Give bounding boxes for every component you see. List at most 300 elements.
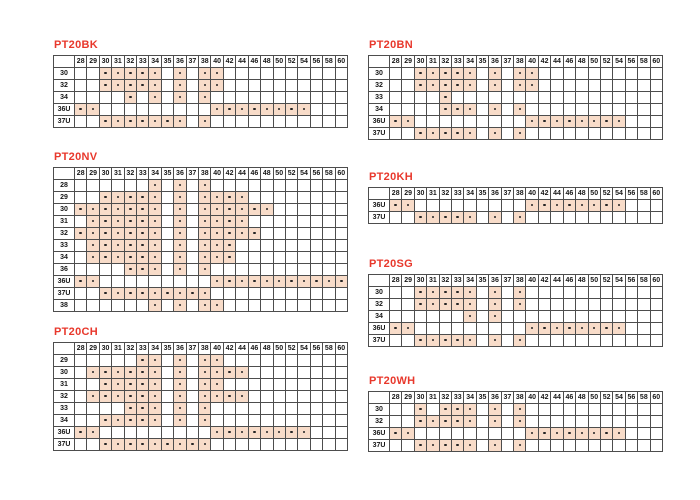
size-cell [261, 240, 273, 252]
size-cell [489, 335, 501, 347]
size-cell [489, 299, 501, 311]
size-cell [87, 240, 99, 252]
size-cell [514, 299, 526, 311]
size-cell [99, 116, 111, 128]
size-cell [236, 379, 248, 391]
waist-size-header: 58 [638, 188, 650, 200]
size-cell [137, 288, 149, 300]
availability-dot-icon [179, 208, 182, 211]
availability-dot-icon [531, 72, 534, 75]
availability-dot-icon [543, 432, 546, 435]
size-cell [310, 439, 322, 451]
size-cell [551, 200, 563, 212]
availability-dot-icon [432, 84, 435, 87]
size-cell [514, 287, 526, 299]
availability-dot-icon [154, 292, 157, 295]
right-column [368, 40, 663, 500]
size-cell [588, 116, 600, 128]
size-cell [161, 116, 173, 128]
waist-size-header: 33 [137, 168, 149, 180]
waist-size-header: 40 [526, 392, 538, 404]
waist-size-header: 35 [161, 343, 173, 355]
size-cell [464, 68, 476, 80]
size-cell [464, 116, 476, 128]
size-cell [285, 300, 297, 312]
size-cell [99, 403, 111, 415]
size-cell [452, 212, 464, 224]
size-cell [310, 80, 322, 92]
availability-dot-icon [432, 72, 435, 75]
size-cell [613, 311, 625, 323]
size-cell [211, 80, 223, 92]
waist-size-header: 34 [464, 392, 476, 404]
size-cell [390, 200, 402, 212]
size-cell [248, 216, 260, 228]
length-label: 34 [54, 415, 75, 427]
size-cell [161, 439, 173, 451]
availability-dot-icon [278, 280, 281, 283]
waist-size-header: 37 [501, 188, 513, 200]
size-cell [650, 299, 662, 311]
size-cell [174, 439, 186, 451]
size-cell [298, 264, 310, 276]
size-cell [501, 80, 513, 92]
size-cell [390, 104, 402, 116]
availability-dot-icon [79, 208, 82, 211]
availability-dot-icon [154, 359, 157, 362]
availability-dot-icon [129, 232, 132, 235]
size-cell [625, 404, 637, 416]
size-cell [501, 323, 513, 335]
size-cell [248, 415, 260, 427]
size-cell [137, 415, 149, 427]
size-cell [124, 92, 136, 104]
size-cell [273, 180, 285, 192]
availability-dot-icon [456, 108, 459, 111]
size-cell [501, 68, 513, 80]
size-cell [625, 287, 637, 299]
availability-dot-icon [266, 280, 269, 283]
size-cell [186, 379, 198, 391]
length-label: 36U [369, 116, 390, 128]
availability-dot-icon [179, 371, 182, 374]
size-cell [476, 116, 488, 128]
size-cell [124, 116, 136, 128]
waist-size-header: 60 [335, 168, 347, 180]
size-cell [87, 252, 99, 264]
waist-size-header: 29 [87, 56, 99, 68]
size-cell [638, 440, 650, 452]
size-cell [298, 403, 310, 415]
size-cell [285, 379, 297, 391]
size-cell [464, 311, 476, 323]
size-cell [439, 68, 451, 80]
size-cell [211, 116, 223, 128]
size-cell [236, 264, 248, 276]
size-cell [223, 252, 235, 264]
size-cell [335, 192, 347, 204]
availability-dot-icon [494, 444, 497, 447]
size-cell [638, 323, 650, 335]
size-cell [600, 200, 612, 212]
availability-dot-icon [519, 291, 522, 294]
size-cell [501, 299, 513, 311]
size-grid-table [368, 187, 663, 224]
availability-dot-icon [154, 232, 157, 235]
waist-size-header: 50 [588, 56, 600, 68]
waist-size-header: 52 [600, 275, 612, 287]
waist-size-header: 33 [452, 188, 464, 200]
size-cell [538, 404, 550, 416]
availability-dot-icon [556, 432, 559, 435]
size-cell [87, 216, 99, 228]
product-code-title: PT20WH [369, 375, 416, 387]
size-cell [273, 104, 285, 116]
size-cell [112, 391, 124, 403]
availability-dot-icon [228, 280, 231, 283]
table-row [369, 80, 663, 92]
table-row [54, 427, 348, 439]
size-cell [439, 128, 451, 140]
length-label: 28 [54, 180, 75, 192]
waist-size-header: 33 [452, 56, 464, 68]
waist-size-header: 30 [414, 188, 426, 200]
size-cell [87, 379, 99, 391]
size-cell [489, 428, 501, 440]
size-cell [186, 80, 198, 92]
size-cell [99, 80, 111, 92]
waist-size-header: 56 [310, 168, 322, 180]
size-cell [323, 80, 335, 92]
availability-dot-icon [154, 256, 157, 259]
size-cell [161, 204, 173, 216]
availability-dot-icon [605, 432, 608, 435]
length-label: 30 [54, 68, 75, 80]
waist-size-header: 29 [402, 56, 414, 68]
availability-dot-icon [216, 395, 219, 398]
availability-dot-icon [204, 395, 207, 398]
table-row [54, 204, 348, 216]
size-cell [638, 116, 650, 128]
availability-dot-icon [191, 443, 194, 446]
length-label: 36U [54, 427, 75, 439]
size-cell [186, 228, 198, 240]
size-cell [223, 300, 235, 312]
size-cell [600, 299, 612, 311]
waist-size-header: 36 [489, 275, 501, 287]
size-cell [576, 335, 588, 347]
size-cell [439, 287, 451, 299]
availability-dot-icon [568, 204, 571, 207]
size-cell [112, 300, 124, 312]
size-cell [600, 80, 612, 92]
waist-size-header: 34 [464, 188, 476, 200]
availability-dot-icon [432, 339, 435, 342]
size-cell [476, 80, 488, 92]
size-cell [464, 80, 476, 92]
table-row [369, 416, 663, 428]
size-cell [613, 323, 625, 335]
availability-dot-icon [519, 408, 522, 411]
size-cell [124, 192, 136, 204]
availability-dot-icon [290, 431, 293, 434]
size-cell [149, 439, 161, 451]
table-row [54, 276, 348, 288]
availability-dot-icon [394, 120, 397, 123]
size-cell [464, 200, 476, 212]
size-cell [87, 427, 99, 439]
size-cell [310, 216, 322, 228]
availability-dot-icon [568, 327, 571, 330]
size-cell [199, 439, 211, 451]
availability-dot-icon [469, 444, 472, 447]
size-cell [124, 367, 136, 379]
availability-dot-icon [469, 132, 472, 135]
size-cell [414, 311, 426, 323]
size-cell [464, 299, 476, 311]
availability-dot-icon [228, 244, 231, 247]
waist-size-header: 35 [161, 56, 173, 68]
size-cell [211, 252, 223, 264]
size-cell [576, 104, 588, 116]
product-code-title: PT20BK [54, 39, 98, 51]
size-cell [87, 192, 99, 204]
size-cell [236, 68, 248, 80]
availability-dot-icon [469, 303, 472, 306]
size-cell [600, 128, 612, 140]
size-cell [149, 116, 161, 128]
waist-size-header: 40 [526, 188, 538, 200]
availability-dot-icon [216, 431, 219, 434]
size-cell [588, 311, 600, 323]
size-cell [414, 335, 426, 347]
size-cell [600, 116, 612, 128]
size-cell [223, 240, 235, 252]
size-cell [211, 180, 223, 192]
size-cell [261, 180, 273, 192]
size-cell [99, 415, 111, 427]
availability-dot-icon [104, 84, 107, 87]
size-cell [112, 427, 124, 439]
size-cell [161, 391, 173, 403]
availability-dot-icon [204, 244, 207, 247]
size-cell [390, 323, 402, 335]
size-cell [99, 92, 111, 104]
size-cell [112, 379, 124, 391]
waist-size-header: 44 [551, 56, 563, 68]
table-row [54, 68, 348, 80]
size-availability-block-pt20kh [368, 172, 663, 224]
size-cell [576, 287, 588, 299]
availability-dot-icon [216, 232, 219, 235]
size-cell [186, 367, 198, 379]
size-cell [199, 367, 211, 379]
availability-dot-icon [79, 232, 82, 235]
availability-dot-icon [444, 72, 447, 75]
size-cell [600, 428, 612, 440]
waist-size-header: 46 [248, 56, 260, 68]
availability-dot-icon [92, 208, 95, 211]
size-cell [638, 416, 650, 428]
size-cell [161, 427, 173, 439]
size-cell [310, 116, 322, 128]
size-cell [414, 116, 426, 128]
availability-dot-icon [204, 419, 207, 422]
size-cell [390, 116, 402, 128]
size-cell [273, 80, 285, 92]
size-cell [211, 264, 223, 276]
size-cell [149, 92, 161, 104]
size-cell [514, 104, 526, 116]
size-cell [638, 428, 650, 440]
size-cell [576, 404, 588, 416]
size-cell [211, 68, 223, 80]
waist-size-header: 28 [75, 56, 87, 68]
size-cell [563, 287, 575, 299]
availability-dot-icon [519, 108, 522, 111]
availability-dot-icon [129, 84, 132, 87]
size-cell [112, 252, 124, 264]
size-cell [310, 204, 322, 216]
waist-size-header: 50 [588, 275, 600, 287]
size-cell [538, 116, 550, 128]
size-cell [452, 68, 464, 80]
availability-dot-icon [216, 280, 219, 283]
size-cell [452, 311, 464, 323]
waist-size-header: 32 [439, 392, 451, 404]
waist-size-header: 60 [650, 392, 662, 404]
size-cell [248, 116, 260, 128]
size-cell [588, 416, 600, 428]
size-cell [273, 355, 285, 367]
size-cell [427, 80, 439, 92]
size-cell [211, 379, 223, 391]
availability-dot-icon [253, 280, 256, 283]
waist-size-header: 37 [501, 275, 513, 287]
size-cell [149, 192, 161, 204]
size-cell [87, 415, 99, 427]
size-cell [248, 300, 260, 312]
size-cell [489, 200, 501, 212]
size-cell [199, 264, 211, 276]
corner-cell [54, 343, 75, 355]
size-cell [323, 379, 335, 391]
size-cell [186, 180, 198, 192]
availability-dot-icon [117, 120, 120, 123]
waist-size-header: 48 [261, 343, 273, 355]
size-cell [261, 68, 273, 80]
availability-dot-icon [456, 72, 459, 75]
size-cell [199, 276, 211, 288]
waist-size-header: 33 [452, 275, 464, 287]
size-cell [588, 287, 600, 299]
availability-dot-icon [79, 280, 82, 283]
size-cell [323, 264, 335, 276]
size-cell [223, 264, 235, 276]
size-cell [285, 403, 297, 415]
size-cell [99, 367, 111, 379]
size-cell [323, 403, 335, 415]
size-cell [625, 323, 637, 335]
length-label: 31 [54, 216, 75, 228]
availability-dot-icon [129, 268, 132, 271]
waist-size-header: 36 [489, 392, 501, 404]
size-cell [298, 228, 310, 240]
availability-dot-icon [179, 196, 182, 199]
size-cell [174, 276, 186, 288]
size-cell [285, 439, 297, 451]
size-cell [414, 92, 426, 104]
availability-dot-icon [166, 120, 169, 123]
size-cell [563, 128, 575, 140]
size-cell [137, 216, 149, 228]
size-cell [137, 116, 149, 128]
size-cell [323, 216, 335, 228]
size-cell [476, 299, 488, 311]
availability-dot-icon [432, 303, 435, 306]
availability-dot-icon [469, 408, 472, 411]
size-cell [261, 300, 273, 312]
size-cell [99, 264, 111, 276]
table-row [54, 367, 348, 379]
size-cell [285, 367, 297, 379]
size-cell [161, 104, 173, 116]
availability-dot-icon [605, 327, 608, 330]
availability-dot-icon [117, 232, 120, 235]
availability-dot-icon [241, 280, 244, 283]
size-cell [452, 92, 464, 104]
size-cell [310, 288, 322, 300]
size-cell [112, 68, 124, 80]
size-cell [323, 415, 335, 427]
size-cell [137, 92, 149, 104]
size-cell [588, 212, 600, 224]
size-cell [650, 128, 662, 140]
size-cell [323, 439, 335, 451]
availability-dot-icon [117, 208, 120, 211]
size-cell [199, 80, 211, 92]
size-cell [261, 355, 273, 367]
size-cell [112, 276, 124, 288]
availability-dot-icon [444, 420, 447, 423]
availability-dot-icon [141, 256, 144, 259]
size-cell [526, 440, 538, 452]
size-cell [124, 240, 136, 252]
size-cell [124, 300, 136, 312]
waist-size-header: 46 [248, 168, 260, 180]
availability-dot-icon [394, 327, 397, 330]
length-label: 29 [54, 355, 75, 367]
length-label: 29 [54, 192, 75, 204]
size-cell [323, 92, 335, 104]
size-cell [402, 116, 414, 128]
size-cell [323, 367, 335, 379]
size-cell [273, 276, 285, 288]
table-row [369, 323, 663, 335]
size-cell [476, 311, 488, 323]
size-cell [526, 323, 538, 335]
availability-dot-icon [519, 72, 522, 75]
size-cell [124, 104, 136, 116]
size-cell [87, 116, 99, 128]
size-cell [285, 192, 297, 204]
availability-dot-icon [179, 359, 182, 362]
availability-dot-icon [141, 268, 144, 271]
availability-dot-icon [519, 303, 522, 306]
availability-dot-icon [253, 208, 256, 211]
size-cell [613, 116, 625, 128]
size-cell [223, 92, 235, 104]
